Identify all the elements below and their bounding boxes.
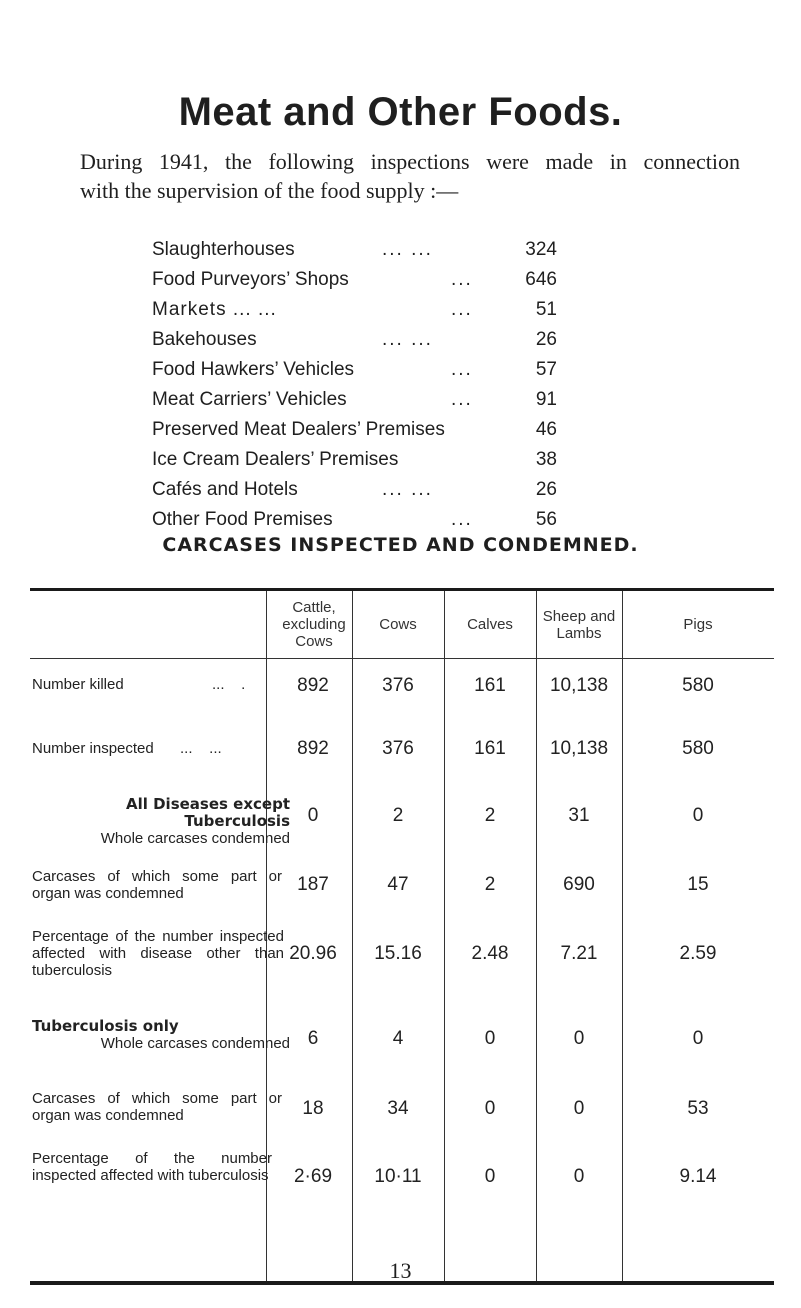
inspection-row <box>152 295 572 325</box>
row-label-text: Carcases of which some part or organ was condemned <box>32 868 282 902</box>
inspection-name: Preserved Meat Dealers’ Premises <box>152 419 445 440</box>
cell: 0 <box>484 1028 496 1049</box>
cell: 892 <box>297 675 329 696</box>
inspection-name: Food Hawkers’ Vehicles <box>152 359 355 380</box>
inspection-name: Markets ... ... <box>152 299 277 320</box>
page-number: 13 <box>389 1258 412 1283</box>
cell: 580 <box>682 675 714 696</box>
cell: 2 <box>484 874 496 895</box>
inspection-name: Food Purveyors’ Shops <box>152 269 349 290</box>
cell: 892 <box>297 738 329 759</box>
inspection-count: 91 <box>535 389 557 410</box>
inspection-name: Other Food Premises <box>152 509 333 530</box>
inspections-list <box>152 235 572 535</box>
cell: 0 <box>484 1098 496 1119</box>
inspection-leader: ... <box>451 269 473 290</box>
cell: 9.14 <box>679 1166 717 1187</box>
intro-line-1: During 1941, the following inspections were made in connection <box>80 149 740 174</box>
inspection-leader: ... <box>451 299 473 320</box>
inspection-count: 51 <box>535 299 557 320</box>
row-label <box>32 796 290 847</box>
inspection-name: Bakehouses <box>152 329 257 350</box>
row-label: Percentage of the number inspected affected with tuberculosis <box>32 1150 272 1184</box>
cell: 10·11 <box>374 1166 422 1187</box>
col-header-calves: Calves <box>467 616 513 633</box>
inspection-row <box>152 505 572 535</box>
section-title: All Diseases except Tuberculosis <box>125 795 290 830</box>
col-header-sheep: Sheep and Lambs <box>542 607 616 642</box>
cell: 376 <box>382 738 414 759</box>
cell: 0 <box>692 1028 704 1049</box>
cell: 690 <box>563 874 595 895</box>
inspection-row <box>152 475 572 505</box>
cell: 2.59 <box>679 943 717 964</box>
intro-line-2: with the supervision of the food supply :— <box>80 178 459 203</box>
row-label-text: Number inspected <box>32 740 154 757</box>
inspection-leader: ... <box>451 389 473 410</box>
cell: 161 <box>474 675 506 696</box>
row-leader: ... ... <box>180 740 222 757</box>
section-title: Tuberculosis only <box>32 1017 179 1035</box>
row-label: Percentage of the number inspected affected with disease other than tuberculosis <box>32 928 284 979</box>
inspection-count: 26 <box>535 329 557 350</box>
cell: 0 <box>573 1166 585 1187</box>
intro-paragraph <box>80 147 740 205</box>
cell: 376 <box>382 675 414 696</box>
cell: 53 <box>687 1098 709 1119</box>
cell: 20.96 <box>289 943 337 964</box>
cell: 47 <box>387 874 409 895</box>
inspection-count: 26 <box>535 479 557 500</box>
inspection-row <box>152 385 572 415</box>
inspection-name: Cafés and Hotels <box>152 479 298 500</box>
cell: 15.16 <box>374 943 422 964</box>
inspection-leader: ... ... <box>382 239 433 260</box>
inspection-leader: ... ... <box>382 479 433 500</box>
row-label <box>32 1090 282 1124</box>
cell: 2 <box>392 805 404 826</box>
row-label-text: Whole carcases condemned <box>100 1035 290 1052</box>
col-header-pigs: Pigs <box>683 616 713 633</box>
inspection-count: 324 <box>525 239 557 260</box>
table-heading: CARCASES INSPECTED AND CONDEMNED. <box>162 534 639 556</box>
cell: 7.21 <box>560 943 598 964</box>
inspection-leader: ... <box>451 509 473 530</box>
cell: 2·69 <box>293 1166 333 1187</box>
cell: 0 <box>307 805 319 826</box>
inspection-count: 56 <box>535 509 557 530</box>
inspection-row <box>152 445 572 475</box>
cell: 34 <box>387 1098 409 1119</box>
inspection-leader: ... ... <box>382 329 433 350</box>
inspection-count: 38 <box>535 449 557 470</box>
inspection-row <box>152 235 572 265</box>
cell: 0 <box>573 1098 585 1119</box>
cell: 10,138 <box>549 738 609 759</box>
inspection-row <box>152 265 572 295</box>
row-label <box>32 676 292 693</box>
cell: 580 <box>682 738 714 759</box>
cell: 0 <box>692 805 704 826</box>
table-header-rule <box>30 658 774 659</box>
cell: 4 <box>392 1028 404 1049</box>
cell: 31 <box>568 805 590 826</box>
cell: 0 <box>573 1028 585 1049</box>
inspection-row <box>152 415 572 445</box>
inspection-leader: ... <box>451 359 473 380</box>
col-header-cows: Cows <box>379 616 417 633</box>
cell: 2 <box>484 805 496 826</box>
page-title: Meat and Other Foods. <box>178 90 623 134</box>
inspection-count: 57 <box>535 359 557 380</box>
cell: 15 <box>687 874 709 895</box>
row-label-text: Whole carcases condemned <box>100 830 290 847</box>
inspection-name: Slaughterhouses <box>152 239 295 260</box>
inspection-count: 646 <box>525 269 557 290</box>
cell: 2.48 <box>471 943 509 964</box>
row-label <box>32 740 292 757</box>
inspection-row <box>152 325 572 355</box>
inspection-name: Meat Carriers’ Vehicles <box>152 389 347 410</box>
cell: 6 <box>307 1028 319 1049</box>
row-leader: ... . <box>212 676 246 693</box>
row-label-text: Carcases of which some part or organ was condemned <box>32 1090 282 1124</box>
cell: 161 <box>474 738 506 759</box>
carcases-table <box>30 588 774 1298</box>
inspection-row <box>152 355 572 385</box>
row-label <box>32 868 282 902</box>
cell: 187 <box>297 874 329 895</box>
col-header-cattle: Cattle, excluding Cows <box>282 599 346 650</box>
row-label-text: Number killed <box>32 676 124 693</box>
cell: 0 <box>484 1166 496 1187</box>
inspection-count: 46 <box>535 419 557 440</box>
inspection-name: Ice Cream Dealers’ Premises <box>152 449 399 470</box>
row-label <box>32 1018 290 1052</box>
cell: 10,138 <box>549 675 609 696</box>
cell: 18 <box>302 1098 324 1119</box>
